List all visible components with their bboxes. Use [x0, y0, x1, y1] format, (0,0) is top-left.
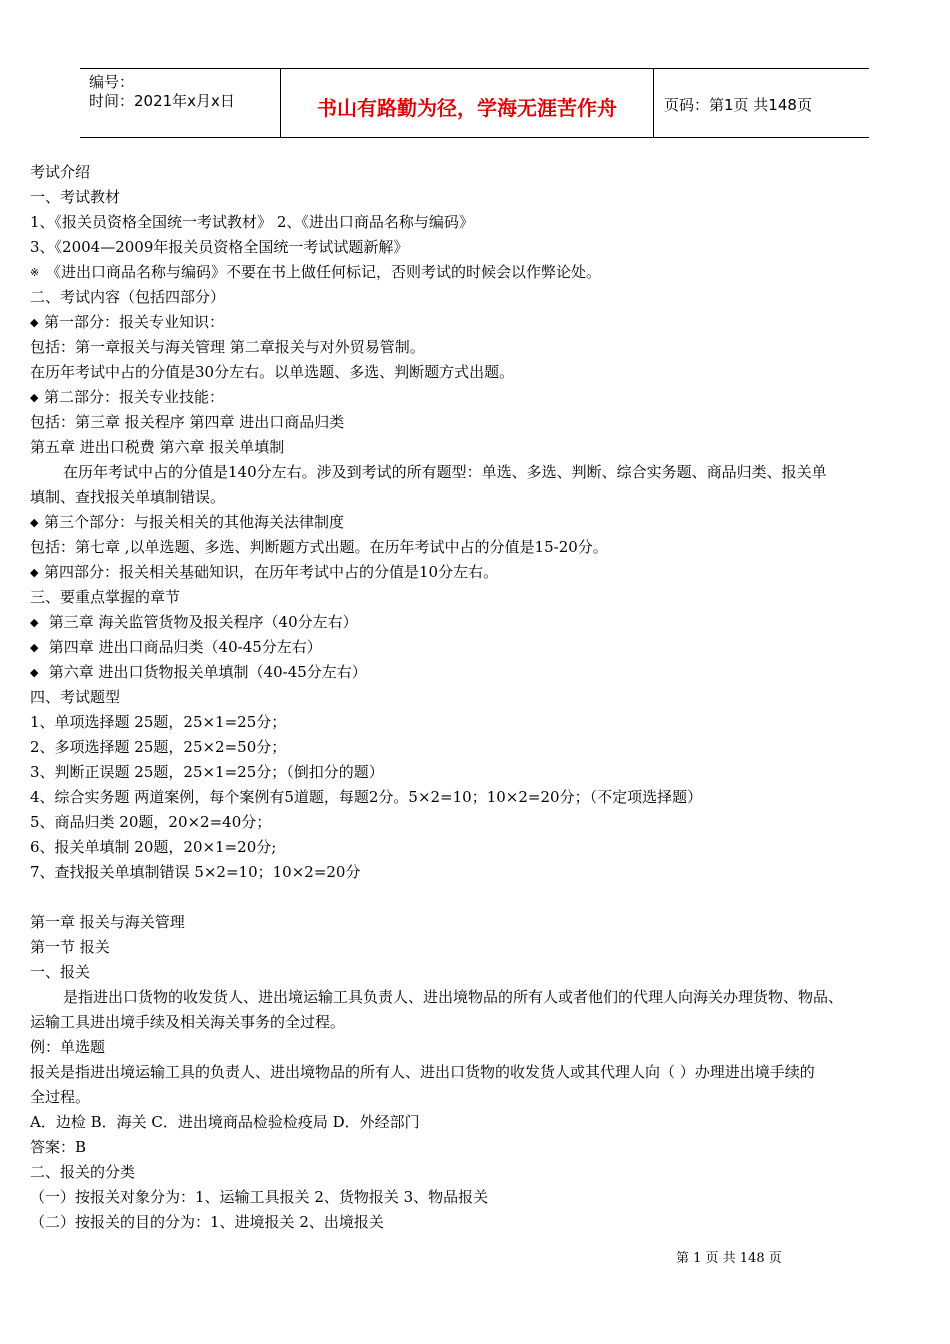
text-line: 包括：第一章报关与海关管理 第二章报关与对外贸易管制。	[30, 338, 425, 356]
header-info-cell	[80, 69, 280, 137]
text-line: 包括：第七章 ,以单选题、多选、判断题方式出题。在历年考试中占的分值是15-20分。	[30, 538, 608, 556]
subheading: 一、报关	[30, 963, 91, 981]
chapter-heading: 第一章 报关与海关管理	[30, 913, 185, 931]
bullet-text: 第三章 海关监管货物及报关程序（40分左右）	[44, 613, 358, 631]
bullet-line	[30, 385, 926, 410]
diamond-bullet-icon: ◆	[30, 616, 39, 629]
bullet-line	[30, 510, 926, 535]
document-body	[30, 160, 926, 1235]
bullet-line	[30, 635, 926, 660]
bullet-line	[30, 660, 926, 685]
diamond-bullet-icon: ◆	[30, 391, 39, 404]
bullet-line	[30, 610, 926, 635]
bullet-line	[30, 310, 926, 335]
list-item: 4、综合实务题 两道案例，每个案例有5道题，每题2分。5×2=10；10×2=20分；（不定项选择题）	[30, 788, 703, 806]
bullet-text: 第三个部分：与报关相关的其他海关法律制度	[44, 513, 345, 531]
bullet-text: 第六章 进出口货物报关单填制（40-45分左右）	[44, 663, 367, 681]
diamond-bullet-icon: ◆	[30, 316, 39, 329]
list-item: 7、查找报关单填制错误 5×2=10；10×2=20分	[30, 863, 361, 881]
reference-mark-icon: ※	[30, 266, 40, 279]
section-heading: 第一节 报关	[30, 938, 110, 956]
text-line: 在历年考试中占的分值是140分左右。涉及到考试的所有题型：单选、多选、判断、综合实务题、商品归类、报关单	[63, 463, 827, 481]
text-line: 填制、查找报关单填制错误。	[30, 488, 226, 506]
list-item: 3、判断正误题 25题，25×1=25分；（倒扣分的题）	[30, 763, 384, 781]
text-line: 1、《报关员资格全国统一考试教材》 2、《进出口商品名称与编码》	[30, 213, 474, 231]
bullet-line	[30, 560, 926, 585]
page-header	[80, 68, 869, 138]
diamond-bullet-icon: ◆	[30, 516, 39, 529]
heading-key-chapters: 三、要重点掌握的章节	[30, 588, 181, 606]
list-item: 5、商品归类 20题，20×2=40分；	[30, 813, 272, 831]
text-line: （二）按报关的目的分为：1、进境报关 2、出境报关	[30, 1213, 384, 1231]
text-line: 第五章 进出口税费 第六章 报关单填制	[30, 438, 285, 456]
heading-exam-materials: 一、考试教材	[30, 188, 121, 206]
subheading: 二、报关的分类	[30, 1163, 136, 1181]
bullet-text: 第四章 进出口商品归类（40-45分左右）	[44, 638, 322, 656]
diamond-bullet-icon: ◆	[30, 566, 39, 579]
answer-line: 答案：B	[30, 1138, 87, 1156]
heading-exam-content: 二、考试内容（包括四部分）	[30, 288, 226, 306]
text-line: 3、《2004—2009年报关员资格全国统一考试试题新解》	[30, 238, 409, 256]
bullet-text: 第二部分：报关专业技能：	[44, 388, 225, 406]
header-motto-cell	[280, 69, 654, 137]
question-text: 全过程。	[30, 1088, 91, 1106]
note-line	[30, 260, 926, 285]
diamond-bullet-icon: ◆	[30, 641, 39, 654]
header-page-number: 页码：第1页 共148页	[664, 96, 812, 114]
definition-text: 是指进出口货物的收发货人、进出境运输工具负责人、进出境物品的所有人或者他们的代理人向海关办理货物、物品、	[63, 988, 844, 1006]
blank-line	[30, 885, 926, 910]
document-time-label: 时间：2021年x月x日	[89, 92, 235, 110]
heading-question-types: 四、考试题型	[30, 688, 121, 706]
header-motto: 书山有路勤为径，学海无涯苦作舟	[317, 96, 617, 120]
question-text: 报关是指进出境运输工具的负责人、进出境物品的所有人、进出口货物的收发货人或其代理人向（ ）办理进出境手续的	[30, 1063, 815, 1081]
text-line: （一）按报关对象分为：1、运输工具报关 2、货物报关 3、物品报关	[30, 1188, 489, 1206]
page-footer: 第 1 页 共 148 页	[676, 1251, 782, 1266]
section-title: 考试介绍	[30, 163, 91, 181]
list-item: 1、单项选择题 25题，25×1=25分；	[30, 713, 287, 731]
text-line: 包括：第三章 报关程序 第四章 进出口商品归类	[30, 413, 345, 431]
answer-options: A．边检 B．海关 C．进出境商品检验检疫局 D．外经部门	[30, 1113, 420, 1131]
text-line: 在历年考试中占的分值是30分左右。以单选题、多选、判断题方式出题。	[30, 363, 515, 381]
document-number-label: 编号：	[89, 73, 135, 91]
bullet-text: 第一部分：报关专业知识：	[44, 313, 225, 331]
bullet-text: 第四部分：报关相关基础知识，在历年考试中占的分值是10分左右。	[44, 563, 499, 581]
diamond-bullet-icon: ◆	[30, 666, 39, 679]
list-item: 2、多项选择题 25题，25×2=50分；	[30, 738, 287, 756]
list-item: 6、报关单填制 20题，20×1=20分;	[30, 838, 277, 856]
note-text: 《进出口商品名称与编码》不要在书上做任何标记，否则考试的时候会以作弊论处。	[46, 263, 602, 281]
definition-text: 运输工具进出境手续及相关海关事务的全过程。	[30, 1013, 346, 1031]
example-label: 例：单选题	[30, 1038, 106, 1056]
header-page-cell	[654, 69, 869, 137]
